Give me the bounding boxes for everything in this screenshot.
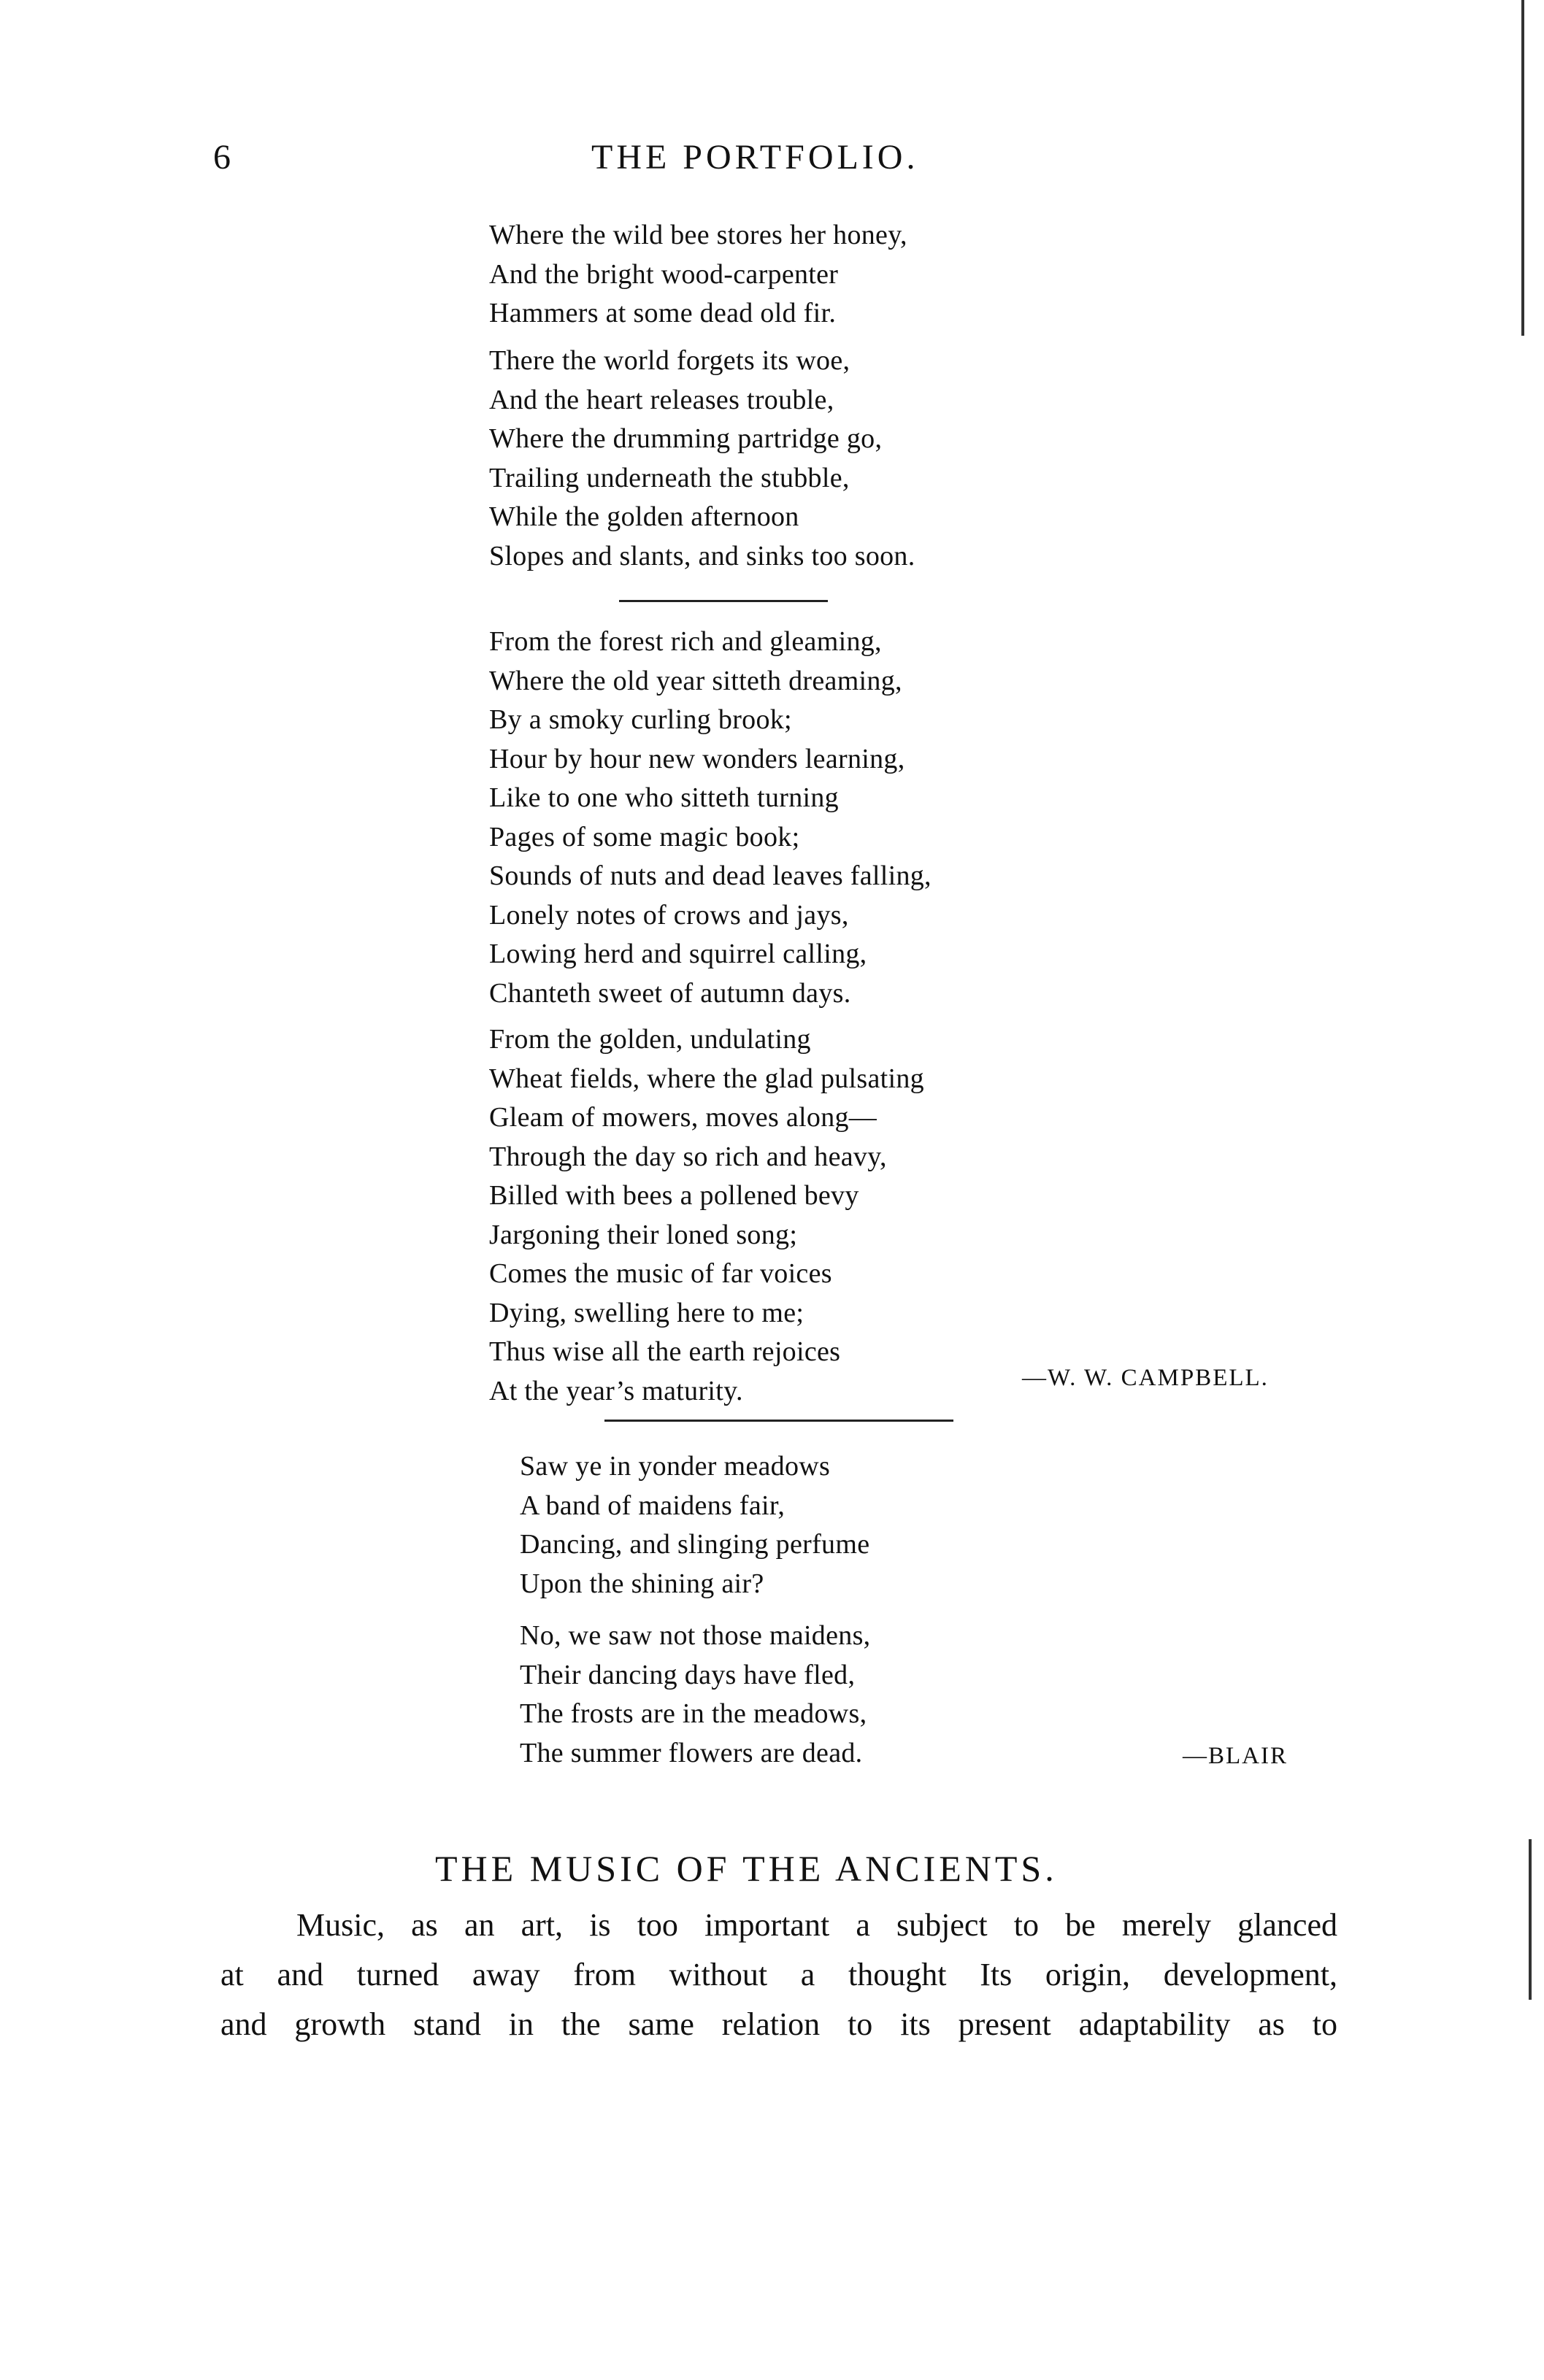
verse-line: Where the old year sitteth dreaming, xyxy=(489,665,902,696)
verse-line: Sounds of nuts and dead leaves falling, xyxy=(489,860,932,891)
poem-three-stanza-a xyxy=(520,1447,869,1603)
verse-line: There the world forgets its woe, xyxy=(489,345,850,376)
verse-line: No, we saw not those maidens, xyxy=(520,1620,871,1651)
verse-line: Thus wise all the earth rejoices xyxy=(489,1336,841,1367)
poem-three-attribution: —BLAIR xyxy=(1183,1743,1288,1769)
verse-line: Comes the music of far voices xyxy=(489,1258,832,1289)
poem-one-stanza-b xyxy=(489,342,915,576)
verse-line: Lonely notes of crows and jays, xyxy=(489,899,849,931)
section-divider xyxy=(604,1420,953,1422)
poem-two-stanza-b xyxy=(489,1020,924,1411)
verse-line: Hour by hour new wonders learning, xyxy=(489,743,905,774)
verse-line: Lowing herd and squirrel calling, xyxy=(489,939,867,969)
poem-three-stanza-b xyxy=(520,1617,870,1773)
verse-line: Dying, swelling here to me; xyxy=(489,1297,804,1328)
verse-line: Jargoning their loned song; xyxy=(489,1219,798,1250)
verse-line: Hammers at some dead old fir. xyxy=(489,298,837,328)
verse-line: While the golden afternoon xyxy=(489,501,799,532)
verse-line: Trailing underneath the stubble, xyxy=(489,462,850,493)
verse-line: From the golden, undulating xyxy=(489,1024,811,1055)
scan-edge-line xyxy=(1521,0,1524,336)
poem-two-stanza-a xyxy=(489,623,932,1013)
verse-line: Through the day so rich and heavy, xyxy=(489,1141,887,1172)
verse-line: The summer flowers are dead. xyxy=(520,1737,863,1768)
verse-line: Pages of some magic book; xyxy=(489,821,800,852)
verse-line: The frosts are in the meadows, xyxy=(520,1698,867,1729)
section-divider xyxy=(619,600,828,602)
page-number: 6 xyxy=(213,138,231,177)
verse-line: Slopes and slants, and sinks too soon. xyxy=(489,540,915,571)
verse-line: Saw ye in yonder meadows xyxy=(520,1451,831,1482)
article-body xyxy=(220,1900,1337,2049)
verse-line: By a smoky curling brook; xyxy=(489,704,792,735)
article-title: THE MUSIC OF THE ANCIENTS. xyxy=(435,1848,1058,1889)
verse-line: From the forest rich and gleaming, xyxy=(489,626,882,657)
poem-two-attribution: —W. W. CAMPBELL. xyxy=(1022,1365,1269,1391)
verse-line: A band of maidens fair, xyxy=(520,1490,786,1521)
verse-line: Their dancing days have fled, xyxy=(520,1659,856,1690)
verse-line: Billed with bees a pollened bevy xyxy=(489,1180,859,1211)
verse-line: At the year’s maturity. xyxy=(489,1375,743,1406)
verse-line: Like to one who sitteth turning xyxy=(489,782,839,813)
verse-line: Dancing, and slinging perfume xyxy=(520,1529,870,1560)
verse-line: And the heart releases trouble, xyxy=(489,384,834,415)
body-line: and growth stand in the same relation to its present adaptability as to xyxy=(220,2006,1337,2042)
verse-line: Gleam of mowers, moves along— xyxy=(489,1102,877,1133)
verse-line: And the bright wood-carpenter xyxy=(489,258,839,290)
poem-one-stanza-a xyxy=(489,216,907,334)
verse-line: Where the drumming partridge go, xyxy=(489,423,883,454)
verse-line: Wheat fields, where the glad pulsating xyxy=(489,1063,924,1094)
verse-line: Chanteth sweet of autumn days. xyxy=(489,977,851,1009)
body-line: Music, as an art, is too important a subject to be merely glanced xyxy=(296,1907,1337,1943)
verse-line: Where the wild bee stores her honey, xyxy=(489,220,907,250)
verse-line: Upon the shining air? xyxy=(520,1568,764,1599)
running-title: THE PORTFOLIO. xyxy=(591,138,919,177)
scan-edge-line xyxy=(1529,1839,1532,2000)
body-line: at and turned away from without a thought Its origin, development, xyxy=(220,1957,1337,1992)
